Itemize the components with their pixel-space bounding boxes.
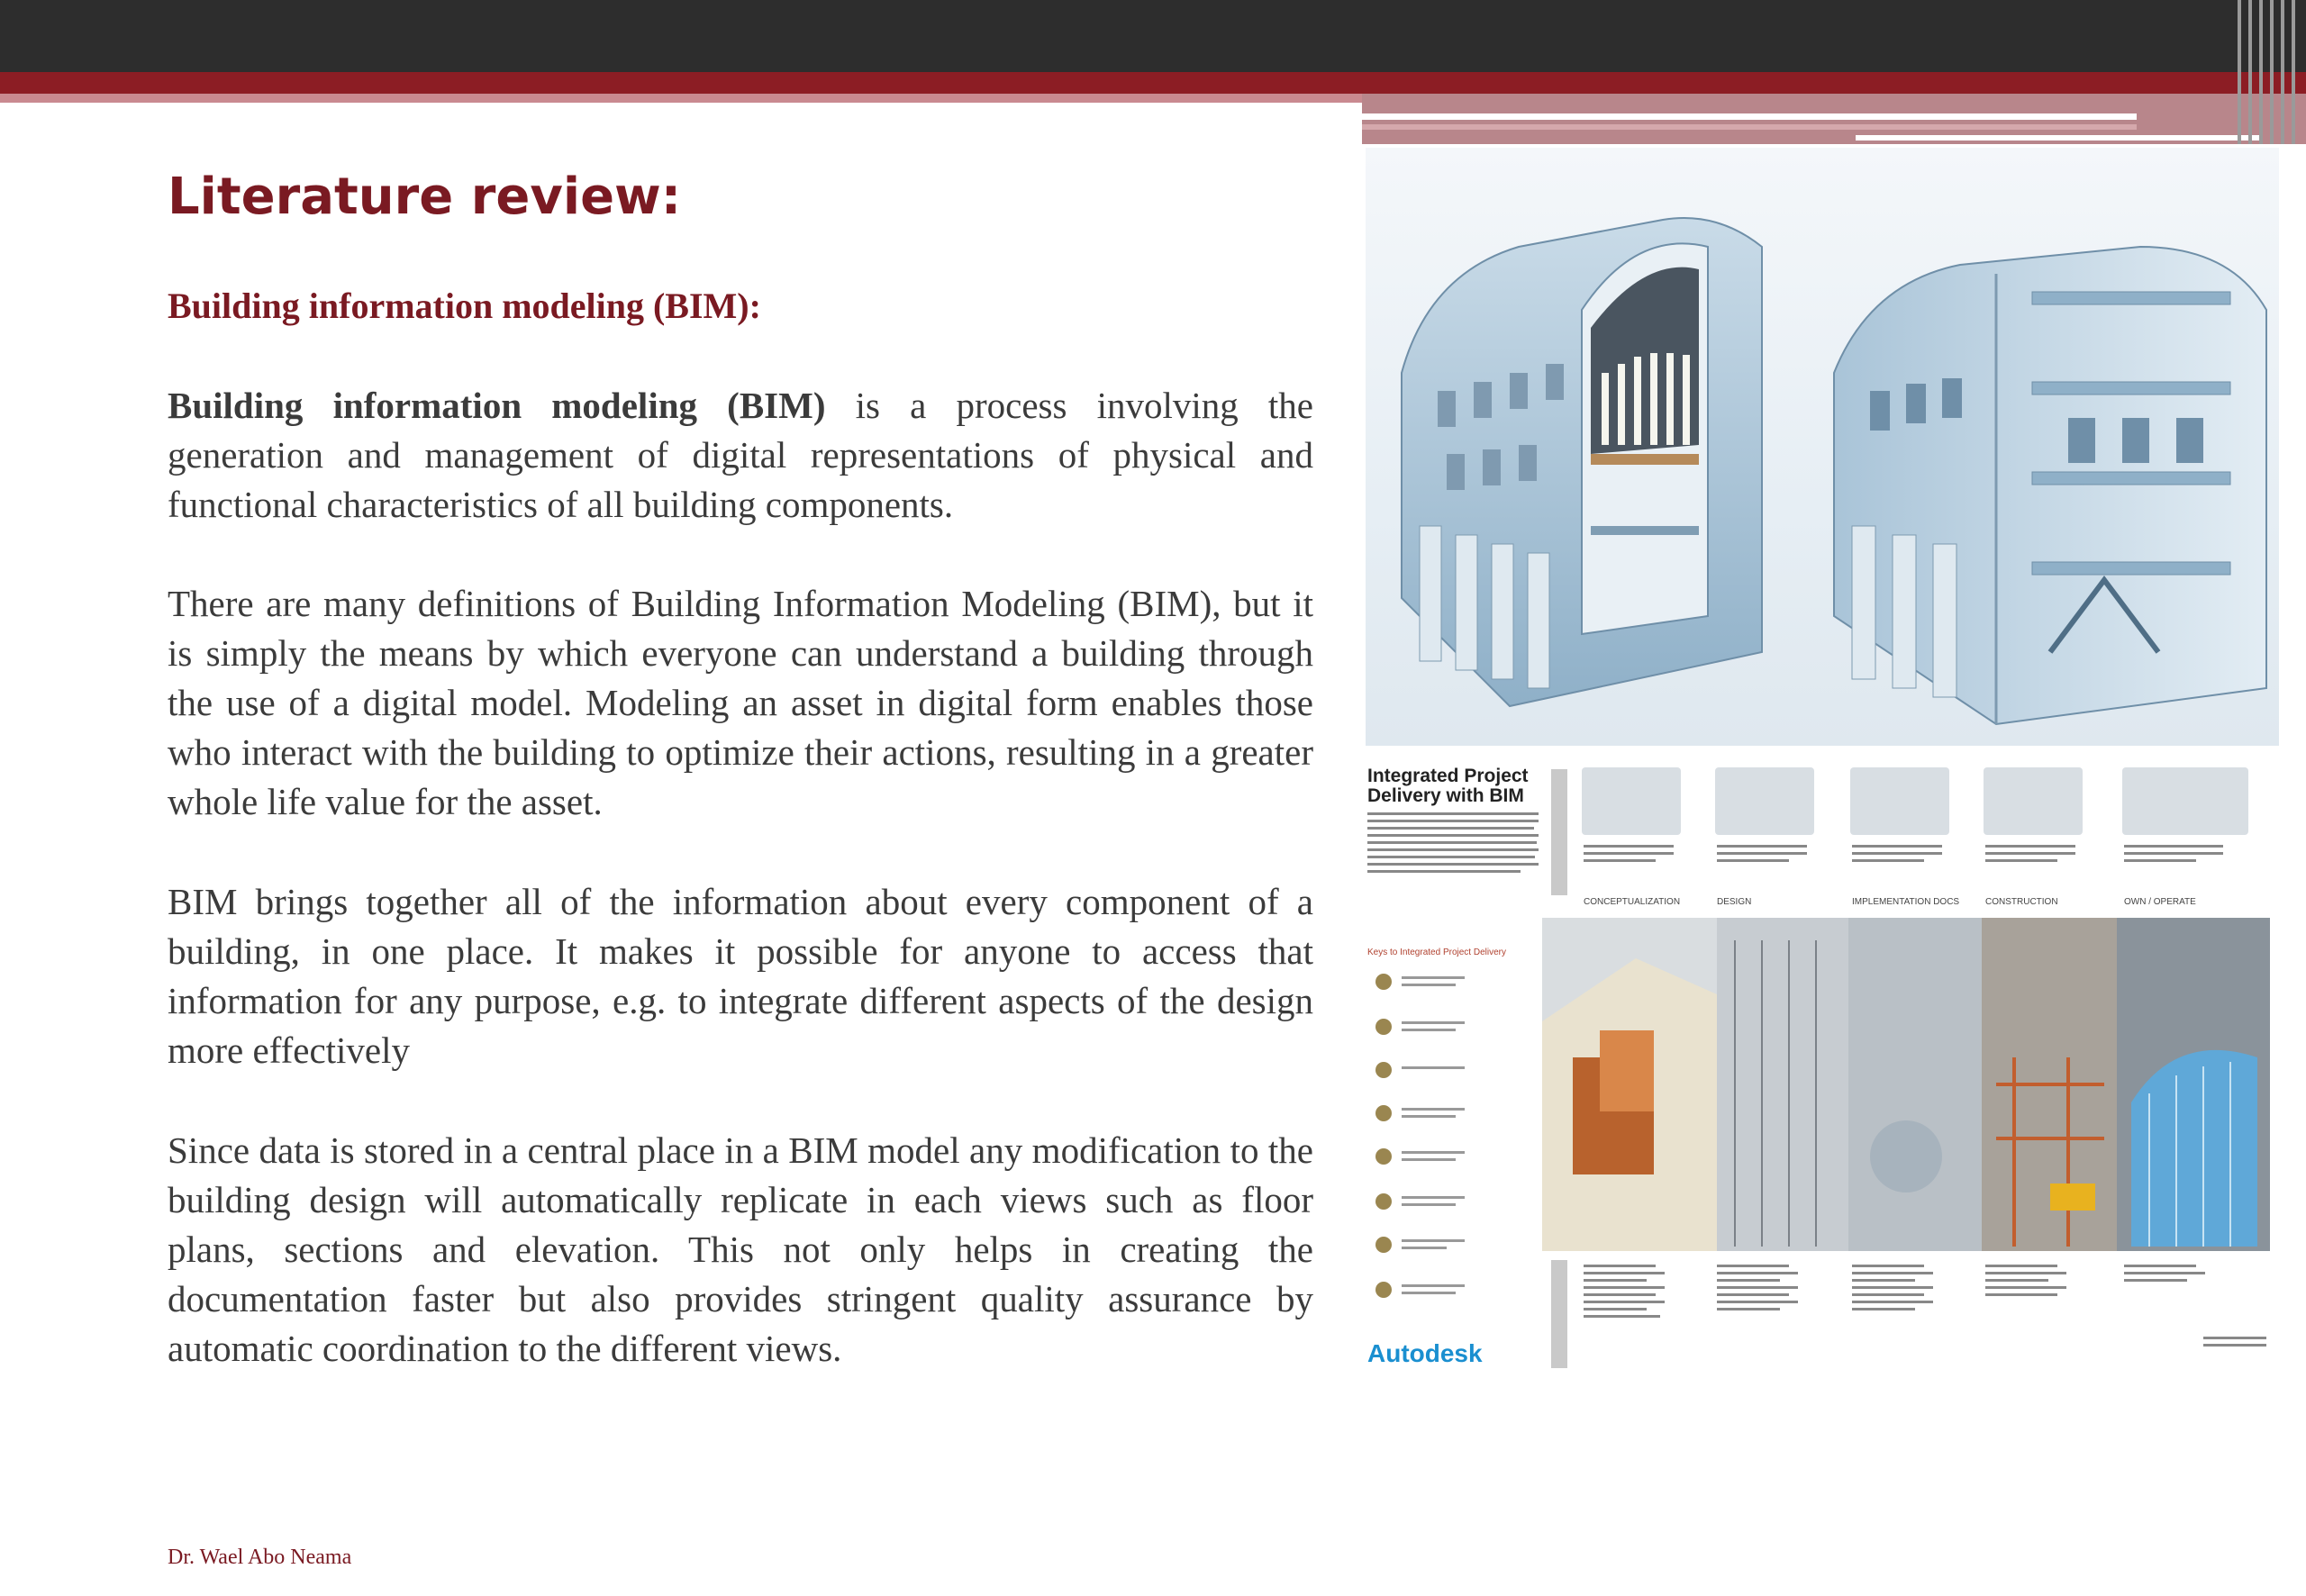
header-stripe-line xyxy=(1362,113,2137,120)
paragraph-central-data: Since data is stored in a central place in a BIM model any modification to the building design will automatically replicate in each views such as floor plans, sections and elevation. This not only helps in creating the documentation faster but also provides stringent quality assurance by automatic coordination to the different views. xyxy=(168,1129,1313,1369)
poster-title-line2: Delivery with BIM xyxy=(1367,785,1524,806)
poster-title-line1: Integrated Project xyxy=(1367,766,1529,786)
phase-label: CONSTRUCTION xyxy=(1985,897,2058,907)
slide-title: Literature review: xyxy=(168,168,682,226)
definition-text: is a process involving the generation and management of digital representations of physical and functional characteristics of all building components. xyxy=(168,385,1313,525)
phase-label: IMPLEMENTATION DOCS xyxy=(1852,897,1960,907)
paragraph-definitions: There are many definitions of Building Information Modeling (BIM), but it is simply the means by which everyone can understand a building through the use of a digital model. Modeling an asset in digital form enables those who interact with the building to optimize their actions, resulting in a greater whole life value for the asset. xyxy=(168,583,1313,822)
author-footer: Dr. Wael Abo Neama xyxy=(168,1546,352,1569)
construction-phases-strip xyxy=(1542,918,2270,1251)
bim-term: Building information modeling (BIM) xyxy=(168,385,826,426)
ipd-poster-illustration xyxy=(1366,760,2279,1373)
header-stripe-line xyxy=(1362,124,2137,130)
phase-label: DESIGN xyxy=(1717,897,1752,907)
right-building-section xyxy=(1834,247,2266,724)
header-stripe-line xyxy=(1856,135,2261,141)
corner-decoration xyxy=(2232,0,2306,144)
paragraph-definition xyxy=(168,381,1313,530)
phase-label: OWN / OPERATE xyxy=(2124,897,2196,907)
keys-icons xyxy=(1375,974,1392,1298)
phase-label: CONCEPTUALIZATION xyxy=(1584,897,1681,907)
keys-heading: Keys to Integrated Project Delivery xyxy=(1367,948,1506,957)
bim-building-image xyxy=(1366,148,2279,746)
left-building-section xyxy=(1402,218,1762,706)
header-pink-stripe xyxy=(0,94,1362,103)
header-dark-bar xyxy=(0,0,2306,72)
paragraph-information: BIM brings together all of the information about every component of a building, in one place. It makes it possible for anyone to access that information for any purpose, e.g. to integrate different aspects of the design more effectively xyxy=(168,881,1313,1071)
building-cutaway-illustration xyxy=(1366,148,2279,746)
section-subtitle: Building information modeling (BIM): xyxy=(168,286,761,326)
ipd-poster-image xyxy=(1366,760,2279,1373)
header-red-bar xyxy=(0,72,2306,94)
autodesk-logo: Autodesk xyxy=(1367,1339,1483,1367)
